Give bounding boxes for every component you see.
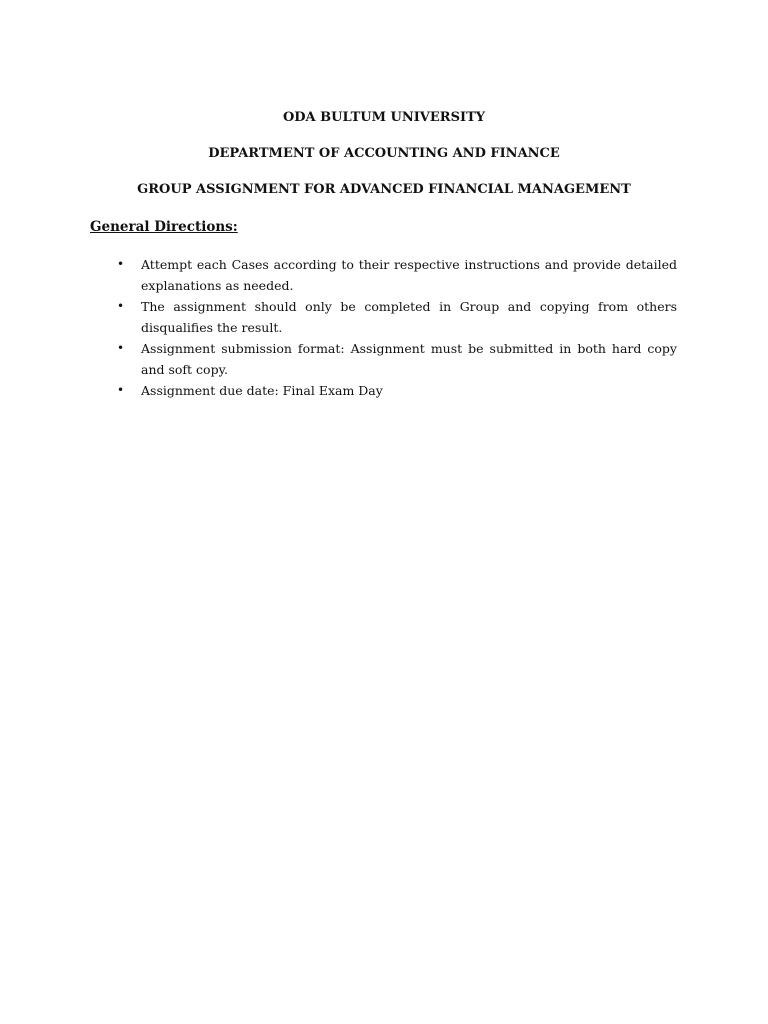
direction-item: [114, 338, 677, 380]
bullet-icon: •: [117, 257, 125, 271]
direction-item: [114, 254, 677, 296]
direction-text: Attempt each Cases according to their respective instructions and provide detailed explanations as needed.: [141, 257, 677, 293]
direction-item: [114, 380, 677, 401]
bullet-icon: •: [117, 299, 125, 313]
bullet-icon: •: [117, 383, 125, 397]
direction-text: The assignment should only be completed in Group and copying from others disqualifies the result.: [141, 299, 677, 335]
direction-text: Assignment due date: Final Exam Day: [141, 383, 383, 398]
general-directions-heading: General Directions:: [90, 219, 238, 235]
direction-item: [114, 296, 677, 338]
department-heading: DEPARTMENT OF ACCOUNTING AND FINANCE: [208, 146, 560, 161]
assignment-title: GROUP ASSIGNMENT FOR ADVANCED FINANCIAL MANAGEMENT: [137, 182, 631, 197]
bullet-icon: •: [117, 341, 125, 355]
directions-list: [114, 254, 677, 401]
university-heading: ODA BULTUM UNIVERSITY: [282, 110, 486, 125]
direction-text: Assignment submission format: Assignment must be submitted in both hard copy and soft copy.: [141, 341, 677, 377]
